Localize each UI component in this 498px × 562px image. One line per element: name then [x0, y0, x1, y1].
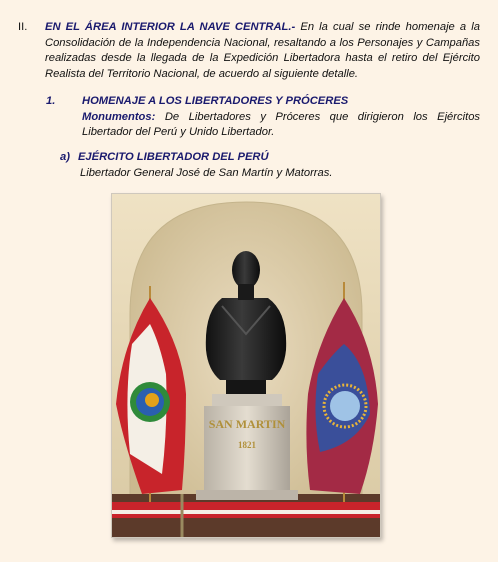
item-content — [82, 94, 480, 141]
monuments-text: De Libertadores y Próceres que dirigieron los Ejércitos Libertador del Perú y Unido Libertador. — [82, 110, 481, 139]
subitem-a — [60, 150, 480, 181]
section-ii — [18, 20, 480, 82]
section-text: En la cual se rinde homenaje a la Consolidación de la Independencia Nacional, resaltando a los Personajes y Campañas realizadas desde la llegada de la Expedición Libertadora hasta el retiro del Ejército Realista del Territorio Nacional, de acuerdo al siguiente detalle. — [45, 21, 480, 80]
section-body — [45, 20, 480, 82]
pedestal-year: 1821 — [238, 440, 256, 450]
item-1 — [46, 94, 480, 141]
pedestal-inscription: SAN MARTIN — [208, 417, 286, 431]
subitem-letter: a) — [60, 151, 70, 163]
item-title: HOMENAJE A LOS LIBERTADORES Y PRÓCERES — [82, 95, 349, 107]
subitem-description: Libertador General José de San Martín y Matorras. — [80, 166, 333, 179]
monuments-paragraph — [82, 110, 480, 141]
subitem-title: EJÉRCITO LIBERTADOR DEL PERÚ — [77, 151, 269, 163]
section-numeral: II. — [18, 21, 28, 33]
san-martin-bust-photo — [111, 193, 381, 538]
section-title: EN EL ÁREA INTERIOR LA NAVE CENTRAL.- — [45, 21, 296, 33]
item-number: 1. — [46, 95, 56, 107]
monuments-label: Monumentos: — [82, 110, 156, 123]
